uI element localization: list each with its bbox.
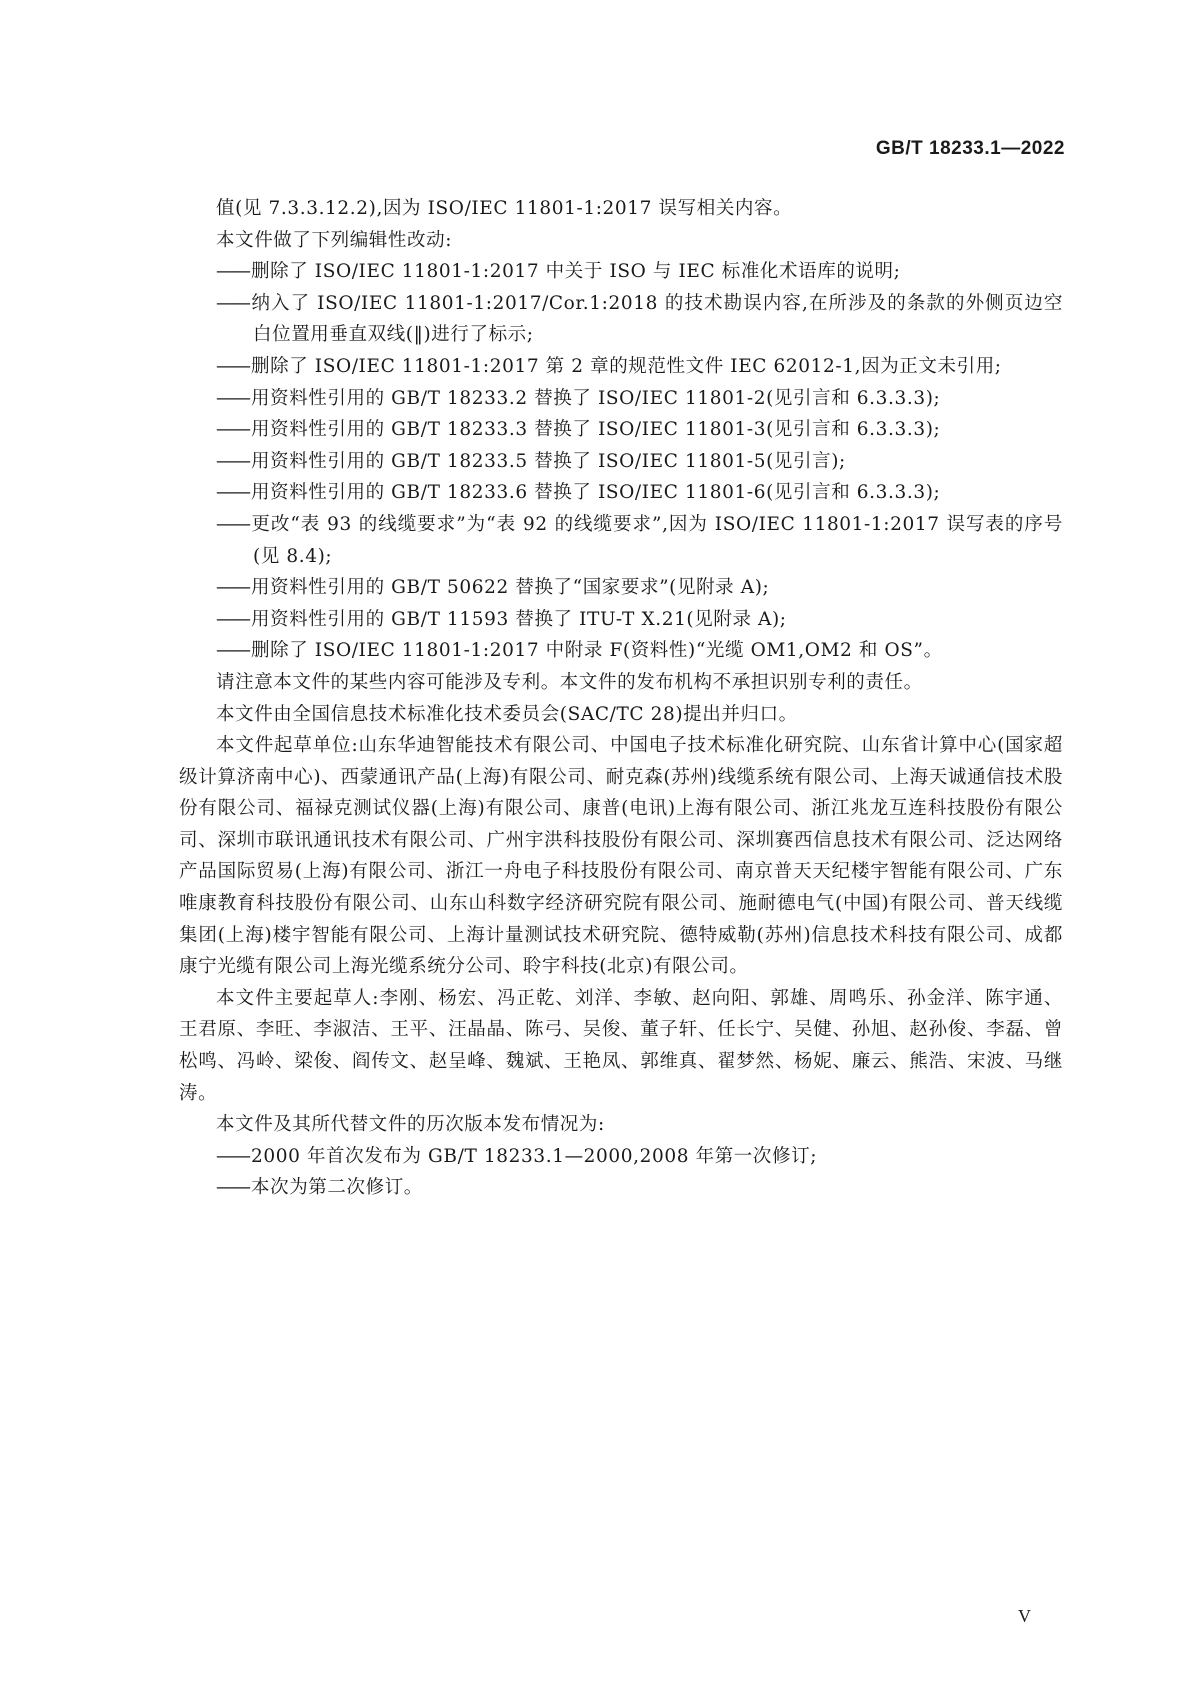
editorial-change-item: —— 删除了 ISO/IEC 11801-1:2017 中附录 F(资料性)“光缆 OM1,OM2 和 OS”。: [179, 635, 1063, 667]
editorial-change-item: —— 用资料性引用的 GB/T 18233.3 替换了 ISO/IEC 11801-3(见引言和 6.3.3.3);: [179, 414, 1063, 446]
editorial-change-item: —— 纳入了 ISO/IEC 11801-1:2017/Cor.1:2018 的技术勘误内容,在所涉及的条款的外侧页边空白位置用垂直双线(‖)进行了标示;: [179, 288, 1063, 351]
page-number: V: [1018, 1606, 1031, 1626]
editorial-change-item: —— 更改“表 93 的线缆要求”为“表 92 的线缆要求”,因为 ISO/IEC 11801-1:2017 误写表的序号(见 8.4);: [179, 509, 1063, 572]
editorial-change-item: —— 删除了 ISO/IEC 11801-1:2017 中关于 ISO 与 IEC 标准化术语库的说明;: [179, 256, 1063, 288]
main-drafters: 本文件主要起草人:李刚、杨宏、冯正乾、刘洋、李敏、赵向阳、郭雄、周鸣乐、孙金洋、陈宇通、王君原、李旺、李淑洁、王平、汪晶晶、陈弓、吴俊、董子轩、任长宁、吴健、孙旭、赵孙俊、李磊、曾松鸣、冯岭、梁俊、阎传文、赵呈峰、魏斌、王艳凤、郭维真、翟梦然、杨妮、廉云、熊浩、宋波、马继涛。: [179, 987, 1063, 1104]
editorial-change-item: —— 用资料性引用的 GB/T 18233.5 替换了 ISO/IEC 11801-5(见引言);: [179, 446, 1063, 478]
editorial-change-item: —— 用资料性引用的 GB/T 50622 替换了“国家要求”(见附录 A);: [179, 572, 1063, 604]
document-number-header: GB/T 18233.1—2022: [875, 138, 1065, 159]
editorial-change-item: —— 用资料性引用的 GB/T 11593 替换了 ITU-T X.21(见附录 A);: [179, 604, 1063, 636]
history-item: —— 本次为第二次修订。: [179, 1172, 1063, 1204]
editorial-change-item: —— 用资料性引用的 GB/T 18233.6 替换了 ISO/IEC 11801-6(见引言和 6.3.3.3);: [179, 477, 1063, 509]
history-item: —— 2000 年首次发布为 GB/T 18233.1—2000,2008 年第一次修订;: [179, 1141, 1063, 1173]
drafting-units: 本文件起草单位:山东华迪智能技术有限公司、中国电子技术标准化研究院、山东省计算中心(国家超级计算济南中心)、西蒙通讯产品(上海)有限公司、耐克森(苏州)线缆系统有限公司、上海天诚通信技术股份有限公司、福禄克测试仪器(上海)有限公司、康普(电讯)上海有限公司、浙江兆龙互连科技股份有限公司、深圳市联讯通讯技术有限公司、广州宇洪科技股份有限公司、深圳赛西信息技术有限公司、泛达网络产品国际贸易(上海)有限公司、浙江一舟电子科技股份有限公司、南京普天天纪楼宇智能有限公司、广东唯康教育科技股份有限公司、山东山科数字经济研究院有限公司、施耐德电气(中国)有限公司、普天线缆集团(上海)楼宇智能有限公司、上海计量测试技术研究院、德特威勒(苏州)信息技术科技有限公司、成都康宁光缆有限公司上海光缆系统分公司、聆宇科技(北京)有限公司。: [179, 735, 1063, 978]
intro-continuation: 值(见 7.3.3.12.2),因为 ISO/IEC 11801-1:2017 误写相关内容。: [216, 198, 793, 219]
history-intro: 本文件及其所代替文件的历次版本发布情况为:: [216, 1114, 605, 1136]
foreword-body: [179, 193, 1063, 1204]
editorial-change-item: —— 删除了 ISO/IEC 11801-1:2017 第 2 章的规范性文件 IEC 62012-1,因为正文未引用;: [179, 351, 1063, 383]
patent-notice: 请注意本文件的某些内容可能涉及专利。本文件的发布机构不承担识别专利的责任。: [216, 671, 923, 693]
editorial-change-item: —— 用资料性引用的 GB/T 18233.2 替换了 ISO/IEC 11801-2(见引言和 6.3.3.3);: [179, 383, 1063, 415]
proposed-by: 本文件由全国信息技术标准化技术委员会(SAC/TC 28)提出并归口。: [216, 703, 798, 725]
editorial-changes-intro: 本文件做了下列编辑性改动:: [216, 229, 453, 251]
